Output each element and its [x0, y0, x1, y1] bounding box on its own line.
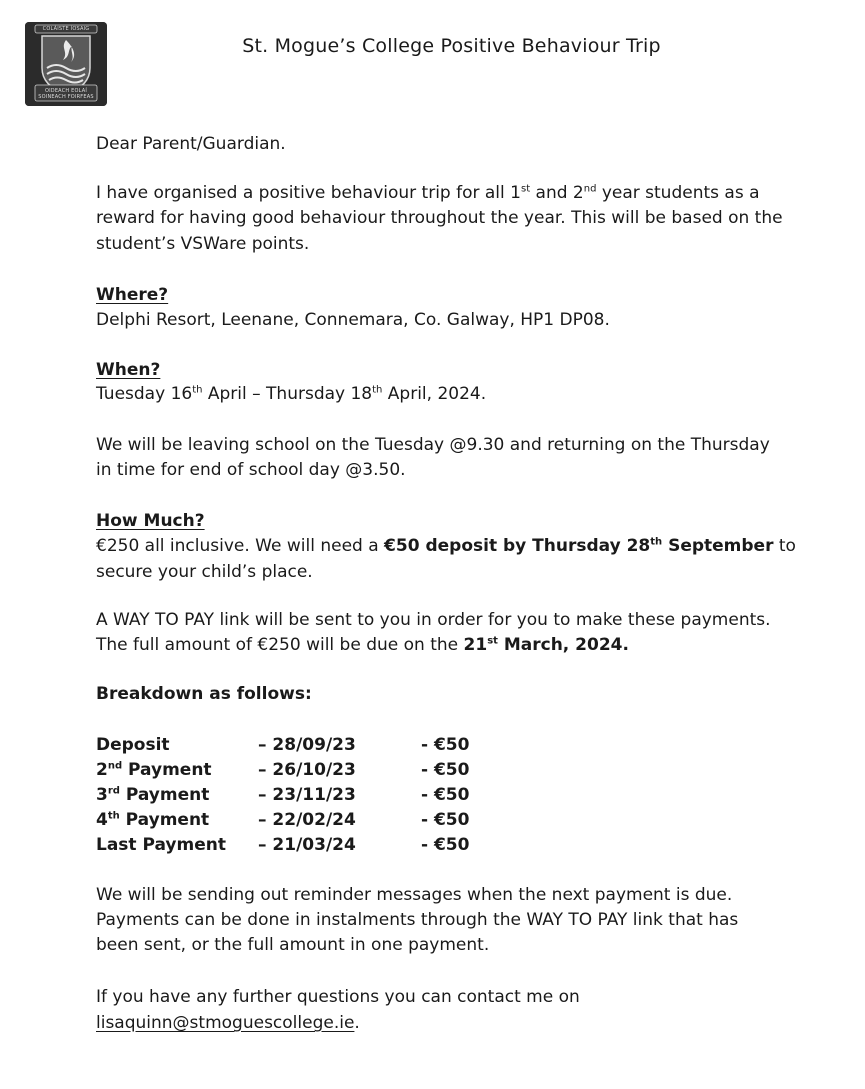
breakdown-amount: - €50: [421, 835, 470, 855]
crest-motto-bottom-1: OIDEACH EOLAÍ: [44, 88, 88, 94]
payment-link-line-1: A WAY TO PAY link will be sent to you in order for you to make these payments.: [96, 610, 771, 630]
contact-line-1: If you have any further questions you can contact me on: [96, 987, 580, 1007]
payment-link-line-2: The full amount of €250 will be due on the 21st March, 2024.: [96, 635, 629, 655]
breakdown-date: – 23/11/23: [258, 785, 356, 805]
salutation: Dear Parent/Guardian.: [96, 134, 286, 154]
how-much-line-1: €250 all inclusive. We will need a €50 deposit by Thursday 28th September to: [96, 536, 796, 556]
when-heading: When?: [96, 360, 161, 380]
reminders-line-1: We will be sending out reminder messages when the next payment is due.: [96, 885, 733, 905]
breakdown-date: – 28/09/23: [258, 735, 356, 755]
intro-line-3: student’s VSWare points.: [96, 234, 310, 254]
breakdown-amount: - €50: [421, 810, 470, 830]
reminders-line-2: Payments can be done in instalments through the WAY TO PAY link that has: [96, 910, 739, 930]
contact-line-2: lisaquinn@stmoguescollege.ie.: [96, 1013, 360, 1033]
breakdown-heading: Breakdown as follows:: [96, 684, 312, 704]
contact-email-link[interactable]: lisaquinn@stmoguescollege.ie: [96, 1013, 355, 1033]
crest-motto-bottom-2: SOINEACH FOIRFEAS: [38, 94, 94, 100]
when-text: Tuesday 16th April – Thursday 18th April, 2024.: [96, 384, 487, 404]
breakdown-date: – 21/03/24: [258, 835, 356, 855]
breakdown-amount: - €50: [421, 785, 470, 805]
crest-motto-top: COLÁISTE ÍOSAIG: [42, 26, 90, 32]
breakdown-label: 2nd Payment: [96, 760, 212, 780]
breakdown-label: Deposit: [96, 735, 170, 755]
schedule-line-2: in time for end of school day @3.50.: [96, 460, 406, 480]
breakdown-amount: - €50: [421, 735, 470, 755]
breakdown-label: Last Payment: [96, 835, 226, 855]
intro-line-1: I have organised a positive behaviour trip for all 1st and 2nd year students as a: [96, 183, 760, 203]
breakdown-date: – 22/02/24: [258, 810, 356, 830]
reminders-line-3: been sent, or the full amount in one payment.: [96, 935, 490, 955]
intro-line-2: reward for having good behaviour throughout the year. This will be based on the: [96, 208, 783, 228]
breakdown-label: 3rd Payment: [96, 785, 210, 805]
how-much-heading: How Much?: [96, 511, 205, 531]
how-much-line-2: secure your child’s place.: [96, 562, 313, 582]
schedule-line-1: We will be leaving school on the Tuesday @9.30 and returning on the Thursday: [96, 435, 770, 455]
breakdown-label: 4th Payment: [96, 810, 210, 830]
page-title: St. Mogue’s College Positive Behaviour Trip: [242, 35, 661, 57]
where-text: Delphi Resort, Leenane, Connemara, Co. Galway, HP1 DP08.: [96, 310, 610, 330]
breakdown-date: – 26/10/23: [258, 760, 356, 780]
breakdown-amount: - €50: [421, 760, 470, 780]
where-heading: Where?: [96, 285, 169, 305]
